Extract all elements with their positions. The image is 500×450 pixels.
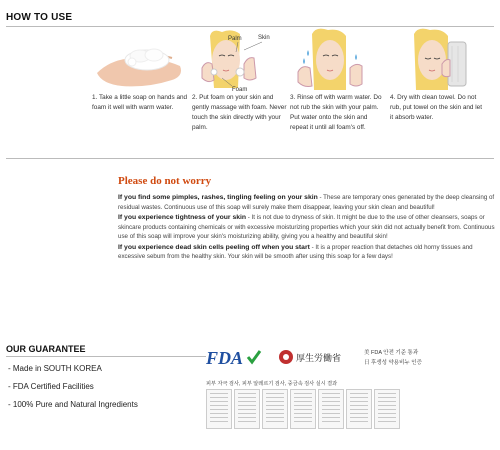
palm-label: Palm bbox=[228, 36, 242, 42]
step-4-text: 4. Dry with clean towel. Do not rub, put towel on the skin and let it absorb water. bbox=[390, 94, 483, 121]
hand-foam-illustration bbox=[92, 28, 187, 93]
worry-title: Please do not worry bbox=[118, 175, 212, 187]
towel-illustration bbox=[390, 28, 485, 93]
worry-item bbox=[118, 243, 496, 262]
ministry-logo bbox=[278, 347, 348, 367]
certificate-document bbox=[234, 389, 260, 429]
worry-body bbox=[118, 193, 496, 263]
worry-item-body: - These are temporary ones generated by the deep cleansing of residual wastes. Continuous use of this soap will surely make them disappear, leaving your skin clean and beautiful! bbox=[118, 194, 495, 211]
worry-item-heading: If you find some pimples, rashes, tingling feeling on your skin bbox=[118, 194, 318, 201]
guarantee-divider bbox=[6, 356, 206, 357]
certificate-document bbox=[206, 389, 232, 429]
worry-item-heading: If you experience tightness of your skin bbox=[118, 214, 247, 221]
guarantee-item: - Made in SOUTH KOREA bbox=[8, 364, 102, 373]
worry-item bbox=[118, 193, 496, 212]
japan-cert-badge: 日 후생성 약용비누 인증 bbox=[364, 360, 422, 366]
worry-item-body: - It is a proper reaction that detaches old horny tissues and excessive sebum from the healthy skin. Your skin will be smooth after using this soap for a few days! bbox=[118, 243, 473, 260]
certificate-document bbox=[290, 389, 316, 429]
step-1-text: 1. Take a little soap on hands and foam it well with warm water. bbox=[92, 94, 188, 111]
how-to-use-title: HOW TO USE bbox=[6, 12, 73, 23]
skin-label: Skin bbox=[258, 35, 270, 41]
how-to-use-divider bbox=[6, 26, 494, 27]
fda-logo bbox=[204, 345, 264, 369]
face-massage-illustration bbox=[192, 28, 287, 93]
how-to-use-bottom-divider bbox=[6, 158, 494, 159]
fda-safety-badge: 美 FDA 안전 기준 통과 bbox=[364, 350, 419, 356]
step-3-text: 3. Rinse off with warm water. Do not rub the skin with your palm. Put water onto the skin and repeat it until all foam's off. bbox=[290, 94, 382, 131]
rinse-illustration bbox=[290, 28, 385, 93]
worry-item-heading: If you experience dead skin cells peeling off when you start bbox=[118, 243, 310, 251]
test-results-caption: 피부 자극 검사, 피부 알레르기 검사, 중금속 검사 실시 결과 bbox=[206, 381, 338, 387]
ministry-logo-text: 厚生労働省 bbox=[296, 354, 342, 364]
guarantee-title: OUR GUARANTEE bbox=[6, 344, 86, 354]
guarantee-item: - 100% Pure and Natural Ingredients bbox=[8, 400, 138, 409]
foam-label: Foam bbox=[232, 87, 248, 93]
certificate-document bbox=[346, 389, 372, 429]
certificate-document bbox=[374, 389, 400, 429]
certificate-document bbox=[318, 389, 344, 429]
fda-logo-text: FDA bbox=[206, 348, 244, 368]
worry-item bbox=[118, 213, 496, 242]
worry-item-body: - It is not due to dryness of skin. It might be due to the use of other cleansers, soaps or skincare products containing chemicals or with excessive moisturizing properties which your skin did not actually benefit from. Continuous use of this soap will improve your skin's moisturizing ability, giving you a healthy and beautiful skin! bbox=[118, 214, 495, 240]
certificate-document bbox=[262, 389, 288, 429]
step-2-text: 2. Put foam on your skin and gently massage with foam. Never touch the skin directly with your palm. bbox=[192, 94, 287, 131]
guarantee-item: - FDA Certified Facilities bbox=[8, 382, 94, 391]
